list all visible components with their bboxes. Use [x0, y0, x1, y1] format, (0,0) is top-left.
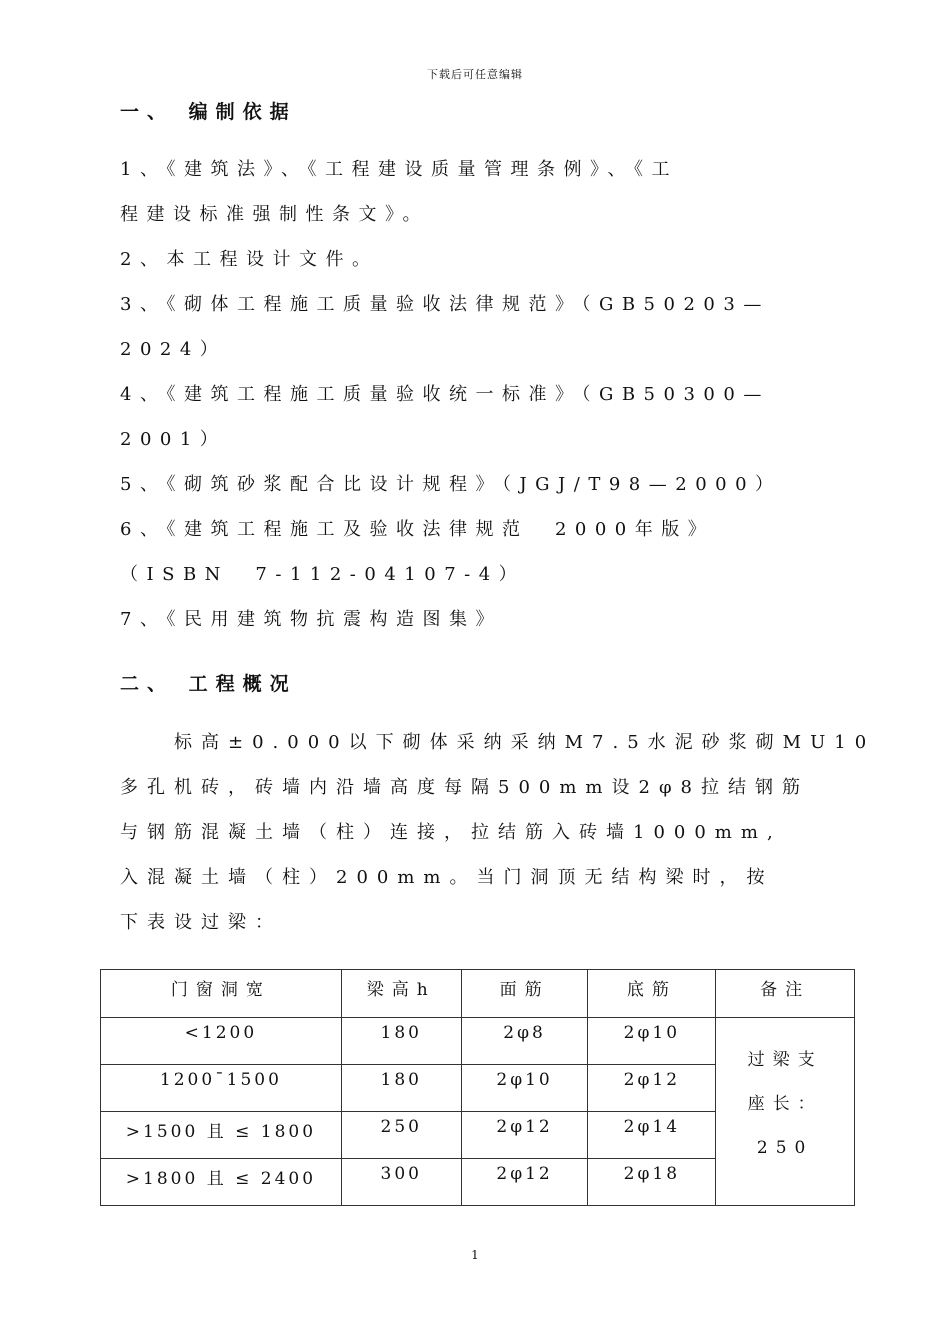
header-note: 下载后可任意编辑: [427, 68, 523, 81]
basis-line: 4、《建筑工程施工质量验收统一标准》（GB50300—: [120, 384, 770, 405]
overview-line: 入混凝土墙（柱）200mm。当门洞顶无结构梁时，按: [120, 867, 774, 888]
cell-beam-height: 180: [341, 1018, 461, 1065]
cell-beam-height: 300: [341, 1159, 461, 1206]
cell-bottom-rebar: 2φ18: [588, 1159, 716, 1206]
basis-line: 2、本工程设计文件。: [120, 249, 379, 270]
cell-bottom-rebar: 2φ14: [588, 1112, 716, 1159]
table-header-row: [101, 970, 855, 1018]
cell-top-rebar: 2φ12: [461, 1112, 588, 1159]
overview-line: 下表设过梁：: [120, 912, 282, 933]
basis-line: 程建设标准强制性条文》。: [120, 204, 429, 225]
cell-opening-width: <1200: [101, 1018, 342, 1065]
overview-line: 标高±0.000以下砌体采纳采纳M7.5水泥砂浆砌MU10: [120, 732, 876, 753]
basis-line: 5、《砌筑砂浆配合比设计规程》（JGJ/T98—2000）: [120, 474, 782, 495]
cell-opening-width: 1200¯1500: [101, 1065, 342, 1112]
cell-beam-height: 180: [341, 1065, 461, 1112]
lintel-table: [100, 969, 855, 1206]
basis-line: 6、《建筑工程施工及验收法律规范 2000年版》: [120, 519, 715, 540]
remarks-line: 过梁支: [747, 1050, 823, 1070]
cell-opening-width: >1500 且 ≤ 1800: [101, 1112, 342, 1159]
basis-line: 2024）: [120, 339, 227, 360]
section-title-overview: 二、 工程概况: [120, 673, 297, 695]
cell-top-rebar: 2φ10: [461, 1065, 588, 1112]
basis-line: 7、《民用建筑物抗震构造图集》: [120, 609, 502, 630]
cell-bottom-rebar: 2φ12: [588, 1065, 716, 1112]
cell-remarks: [716, 1018, 855, 1206]
cell-top-rebar: 2φ8: [461, 1018, 588, 1065]
table-row: [101, 1018, 855, 1065]
cell-beam-height: 250: [341, 1112, 461, 1159]
remarks-line: 250: [756, 1138, 814, 1158]
header-bottom-rebar: 底筋: [588, 970, 716, 1018]
header-opening-width: 门窗洞宽: [101, 970, 342, 1018]
basis-line: 1、《建筑法》、《工程建设质量管理条例》、《工: [120, 159, 678, 180]
cell-top-rebar: 2φ12: [461, 1159, 588, 1206]
basis-line: （ISBN 7-112-04107-4）: [120, 564, 526, 585]
overview-line: 多孔机砖，砖墙内沿墙高度每隔500mm设2φ8拉结钢筋: [120, 777, 809, 798]
cell-bottom-rebar: 2φ10: [588, 1018, 716, 1065]
header-remarks: 备注: [716, 970, 855, 1018]
page-number: 1: [471, 1248, 479, 1262]
basis-line: 2001）: [120, 429, 227, 450]
section-title-basis: 一、 编制依据: [120, 101, 297, 123]
cell-opening-width: >1800 且 ≤ 2400: [101, 1159, 342, 1206]
overview-line: 与钢筋混凝土墙（柱）连接，拉结筋入砖墙1000mm,: [120, 822, 782, 843]
header-beam-height: 梁高h: [341, 970, 461, 1018]
header-top-rebar: 面筋: [461, 970, 588, 1018]
remarks-line: 座长：: [747, 1094, 823, 1114]
basis-line: 3、《砌体工程施工质量验收法律规范》（GB50203—: [120, 294, 770, 315]
